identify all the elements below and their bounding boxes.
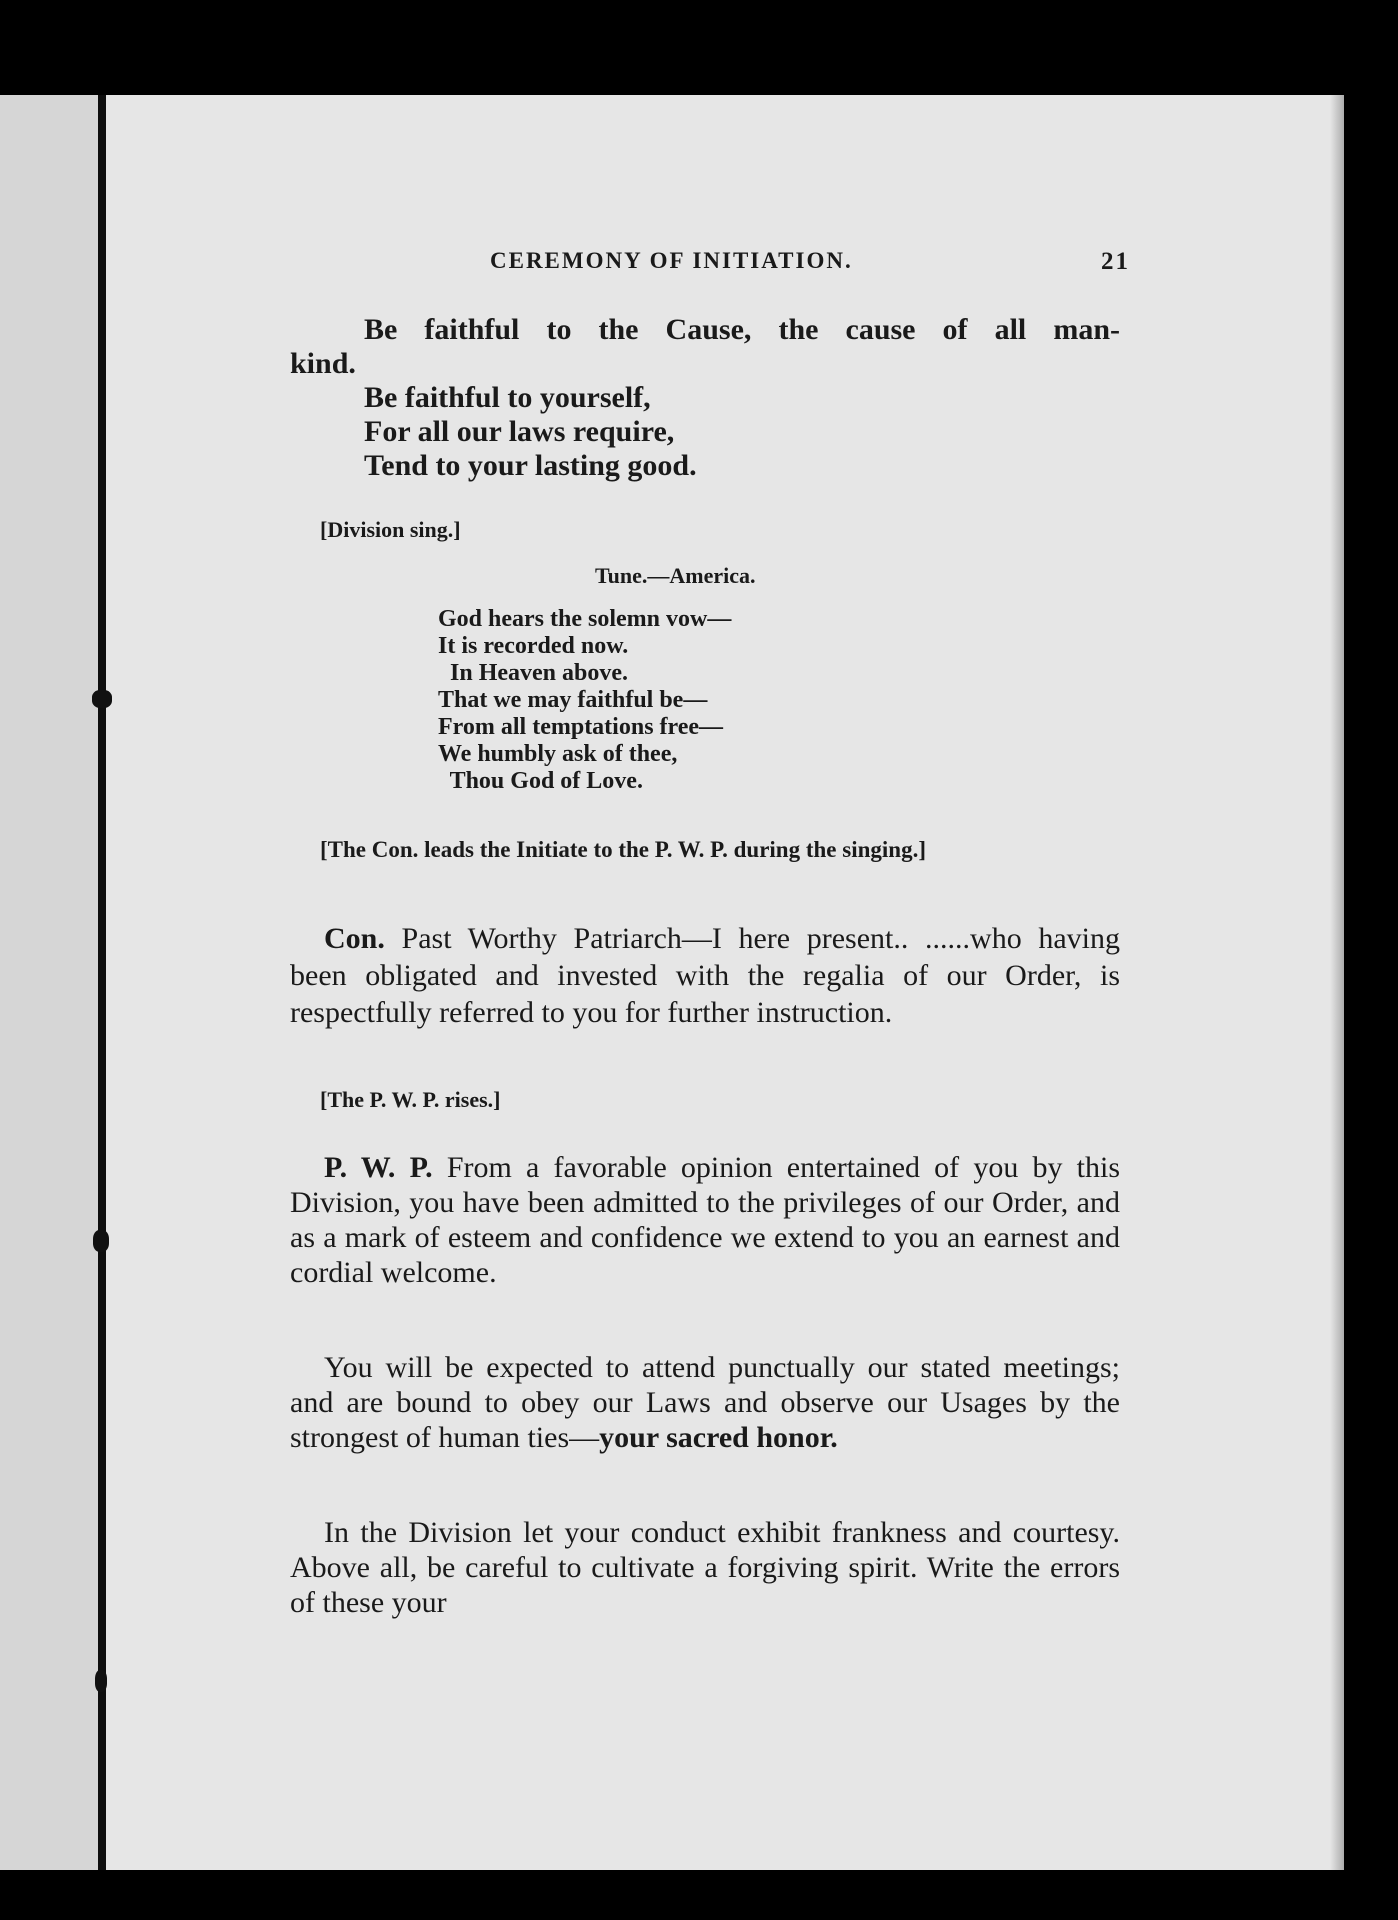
hymn-line: That we may faithful be—: [438, 687, 708, 713]
con-speech: [290, 920, 1120, 1031]
stanza-line: Be faithful to yourself,: [364, 381, 651, 414]
stage-direction: [Division sing.]: [320, 517, 461, 542]
hymn: [438, 606, 731, 795]
stanza-line: kind.: [290, 347, 356, 380]
speech-text: Past Worthy Patriarch—I here present.. ......who having been obligated and invested with the regalia of our Order, is respectfully referred to you for further instruction.: [290, 922, 1120, 1029]
spine-mark: [95, 1670, 107, 1692]
hymn-line: We humbly ask of thee,: [438, 741, 678, 767]
speaker-name: Con.: [324, 922, 385, 955]
left-page-edge: [0, 95, 100, 1870]
speaker-name: P. W. P.: [324, 1151, 433, 1184]
spine-mark: [92, 690, 112, 708]
page-number: 21: [1101, 248, 1130, 275]
hymn-line: From all temptations free—: [438, 714, 724, 740]
hymn-line: It is recorded now.: [438, 633, 629, 659]
stage-direction: [The P. W. P. rises.]: [320, 1087, 501, 1112]
spine-mark: [93, 1230, 109, 1252]
hymn-line: In Heaven above.: [438, 660, 629, 686]
book-spine: [98, 95, 106, 1870]
tune-heading: Tune.—America.: [595, 563, 756, 588]
page-edge-shadow: [1330, 95, 1344, 1870]
stage-direction: [The Con. leads the Initiate to the P. W. P. during the singing.]: [320, 837, 926, 862]
paragraph: In the Division let your conduct exhibit frankness and courtesy. Above all, be careful to cultivate a forgiving spirit. Write the errors of these your: [290, 1516, 1120, 1619]
stanza-line: Be faithful to the Cause, the cause of all man-: [364, 313, 1120, 346]
stanza-line: For all our laws require,: [364, 415, 675, 448]
stanza: [290, 313, 1120, 483]
hymn-line: Thou God of Love.: [438, 768, 643, 794]
paragraph: You will be expected to attend punctually our stated meetings; and are bound to obey our Laws and observe our Usages by the strongest of human ties—your sacred honor.: [290, 1351, 1120, 1454]
stanza-line: Tend to your lasting good.: [364, 449, 697, 482]
header-title: CEREMONY OF INITIATION.: [490, 248, 853, 273]
speech-text: From a favorable opinion entertained of you by this Division, you have been admitted to the privileges of our Order, and as a mark of esteem and confidence we extend to you an earnest and cordial welcome.: [290, 1151, 1120, 1289]
hymn-line: God hears the solemn vow—: [438, 606, 732, 632]
pwp-speech: [290, 1150, 1120, 1290]
